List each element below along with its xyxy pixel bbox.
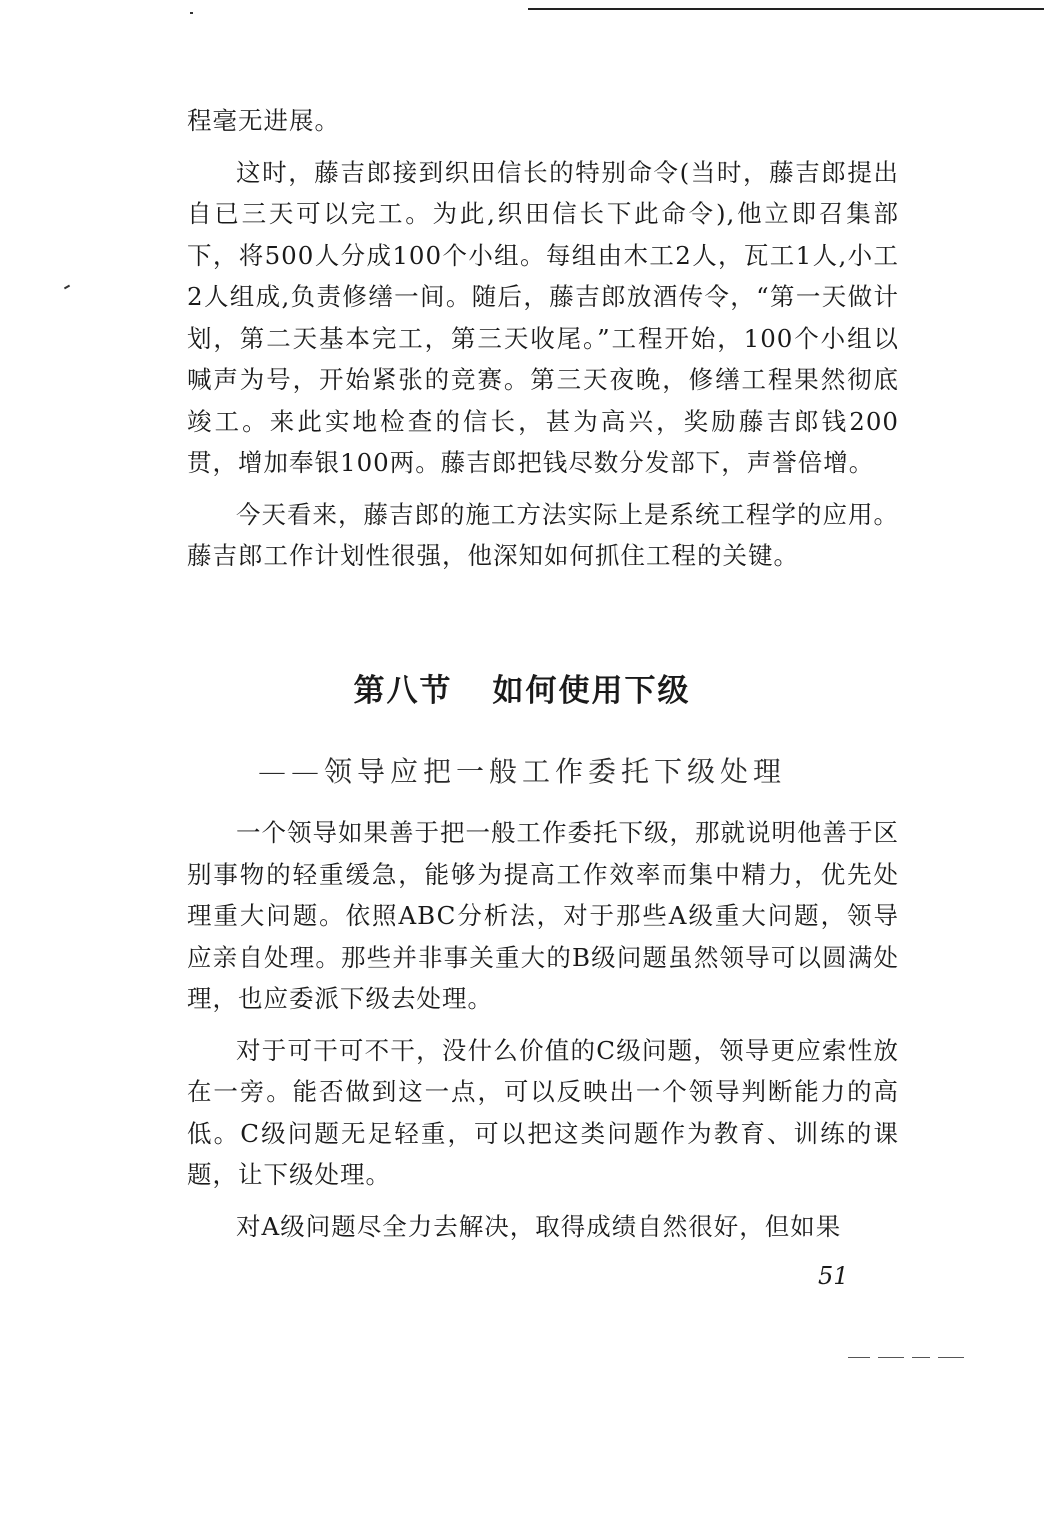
section-title: 如何使用下级: [492, 673, 691, 709]
page-number: 51: [818, 1262, 849, 1290]
scan-dash: [848, 1357, 870, 1358]
scan-dash: [878, 1357, 904, 1358]
paragraph: 一个领导如果善于把一般工作委托下级，那就说明他善于区别事物的轻重缓急，能够为提高工作效率而集中精力，优先处理重大问题。依照ABC分析法，对于那些A级重大问题，领导应亲自处理。那些并非事关重大的B级问题虽然领导可以圆满处理，也应委派下级去处理。: [187, 818, 899, 1013]
scan-speck: [190, 12, 193, 14]
scan-dash: [912, 1357, 930, 1358]
body-text-bottom: [187, 812, 899, 1257]
paragraph: 对于可干可不干，没什么价值的C级问题，领导更应索性放在一旁。能否做到这一点，可以反映出一个领导判断能力的高低。C级问题无足轻重，可以把这类问题作为教育、训练的课题，让下级处理。: [187, 1035, 899, 1189]
paragraph: 程毫无进展。: [187, 106, 340, 135]
paragraph: 对A级问题尽全力去解决，取得成绩自然很好，但如果: [236, 1211, 842, 1241]
scan-dash: [938, 1357, 964, 1358]
section-heading: [0, 665, 1044, 710]
section-number: 第八节: [353, 673, 453, 709]
top-rule: [528, 8, 1044, 10]
paragraph: 这时，藤吉郎接到织田信长的特别命令(当时，藤吉郎提出自已三天可以完工。为此,织田信长下此命令),他立即召集部下，将500人分成100个小组。每组由木工2人，瓦工1人,小工2人组成,负责修缮一间。随后，藤吉郎放酒传令，“第一天做计划，第二天基本完工，第三天收尾。”工程开始，100个小组以喊声为号，开始紧张的竞赛。第三天夜晚，修缮工程果然彻底竣工。来此实地检查的信长，甚为高兴，奖励藤吉郎钱200贯，增加奉银100两。藤吉郎把钱尽数分发部下，声誉倍增。: [187, 157, 899, 477]
section-subtitle: ——领导应把一般工作委托下级处理: [257, 755, 786, 788]
scan-speck: [64, 285, 70, 290]
paragraph: 今天看来，藤吉郎的施工方法实际上是系统工程学的应用。藤吉郎工作计划性很强，他深知如何抓住工程的关键。: [187, 499, 899, 570]
body-text-top: [187, 100, 899, 587]
